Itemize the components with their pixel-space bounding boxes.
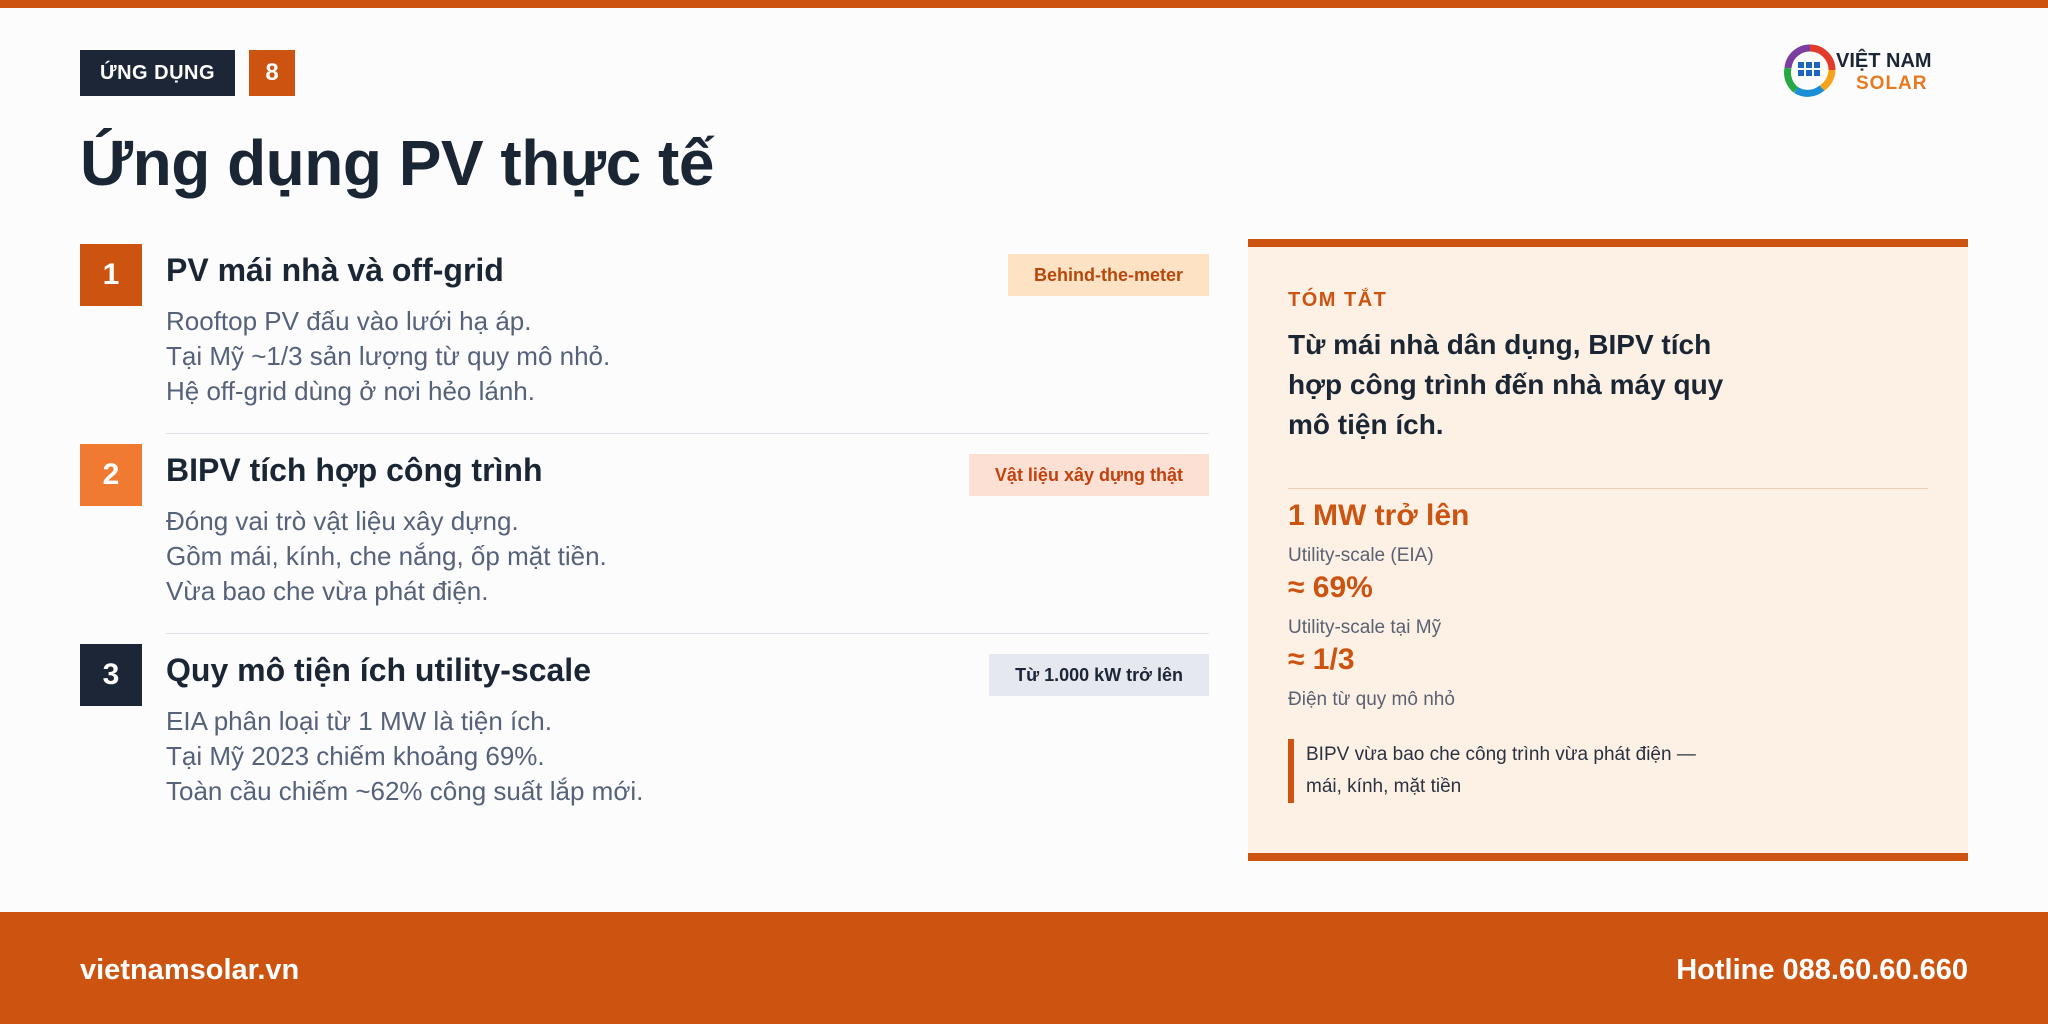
section-number: 8 [249, 50, 295, 96]
stat-label: Điện từ quy mô nhỏ [1288, 689, 1455, 710]
item-divider [166, 433, 1209, 434]
item-title: Quy mô tiện ích utility-scale [166, 652, 591, 688]
stat-value: 1 MW trở lên [1288, 499, 1470, 532]
description-line: Tại Mỹ ~1/3 sản lượng từ quy mô nhỏ. [166, 341, 611, 371]
summary-label: TÓM TẮT [1288, 289, 1388, 311]
footer-website: vietnamsolar.vn [80, 954, 300, 986]
logo-text-vietnam: VIỆT NAM [1836, 50, 1932, 72]
description-line: EIA phân loại từ 1 MW là tiện ích. [166, 706, 552, 736]
description-line: Hệ off-grid dùng ở nơi hẻo lánh. [166, 376, 535, 406]
item-tag: Behind-the-meter [1008, 254, 1209, 296]
summary-heading: Từ mái nhà dân dụng, BIPV tích hợp công trình đến nhà máy quy mô tiện ích. [1288, 329, 1724, 440]
item-number: 1 [80, 244, 142, 306]
item-title: PV mái nhà và off-grid [166, 252, 504, 288]
item-description [166, 704, 643, 809]
summary-divider [1288, 488, 1928, 489]
stat-value: ≈ 1/3 [1288, 643, 1355, 676]
item-tag: Vật liệu xây dựng thật [969, 454, 1209, 496]
stat-label: Utility-scale tại Mỹ [1288, 617, 1442, 638]
top-accent-bar [0, 0, 2048, 8]
application-item-bipv [80, 444, 1209, 614]
logo-text-solar: SOLAR [1856, 73, 1928, 94]
footer-bar [0, 912, 2048, 1024]
item-description [166, 304, 610, 409]
item-description [166, 504, 607, 609]
application-item-rooftop [80, 244, 1209, 414]
section-label: ỨNG DỤNG [80, 50, 235, 96]
stat-value: ≈ 69% [1288, 571, 1373, 604]
description-line: Toàn cầu chiếm ~62% công suất lắp mới. [166, 776, 644, 806]
item-number: 2 [80, 444, 142, 506]
summary-quote: BIPV vừa bao che công trình vừa phát điện — mái, kính, mặt tiền [1288, 739, 1708, 803]
item-tag: Từ 1.000 kW trở lên [989, 654, 1209, 696]
description-line: Gồm mái, kính, che nắng, ốp mặt tiền. [166, 541, 607, 571]
stat-label: Utility-scale (EIA) [1288, 545, 1434, 566]
item-title: BIPV tích hợp công trình [166, 452, 543, 488]
application-item-utility [80, 644, 1209, 814]
solar-logo-icon [1782, 42, 1838, 102]
company-logo [1782, 42, 1954, 102]
item-divider [166, 633, 1209, 634]
description-line: Rooftop PV đấu vào lưới hạ áp. [166, 306, 532, 336]
item-number: 3 [80, 644, 142, 706]
section-badge [80, 50, 295, 96]
description-line: Tại Mỹ 2023 chiếm khoảng 69%. [166, 741, 545, 771]
page-title: Ứng dụng PV thực tế [80, 127, 714, 199]
description-line: Đóng vai trò vật liệu xây dựng. [166, 506, 519, 536]
summary-panel [1248, 239, 1968, 861]
description-line: Vừa bao che vừa phát điện. [166, 576, 489, 606]
footer-hotline: Hotline 088.60.60.660 [1676, 954, 1968, 986]
